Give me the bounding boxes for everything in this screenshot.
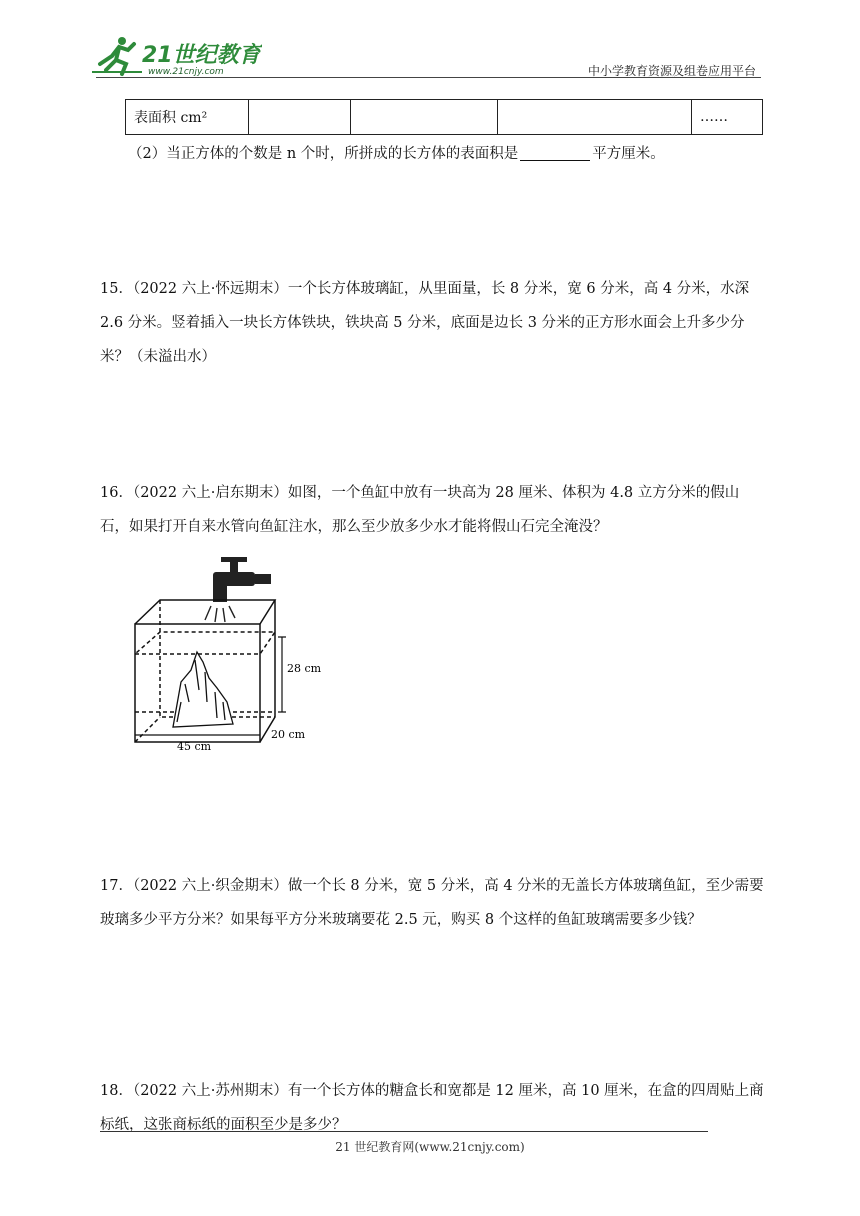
- table-row-label: 表面积 cm²: [126, 100, 249, 135]
- width-label: 20 cm: [271, 728, 306, 741]
- header-divider: [96, 77, 761, 78]
- question-14-part-2: [128, 138, 665, 170]
- footer-source: 21 世纪教育网(www.21cnjy.com): [335, 1140, 525, 1154]
- rockery-stone: [173, 652, 233, 727]
- question-17: 17．（2022 六上·织金期末）做一个长 8 分米，宽 5 分米，高 4 分米的无盖长方体玻璃鱼缸，至少需要玻璃多少平方分米？如果每平方分米玻璃要花 2.5 元，购买 8 个这样的鱼缸玻璃需要多少钱？: [100, 878, 764, 928]
- width-dimension: [271, 728, 306, 741]
- table-row: [126, 100, 763, 135]
- logo-text: 21世纪教育: [142, 43, 261, 68]
- table-cell: [351, 100, 498, 135]
- footer-divider: [100, 1131, 708, 1132]
- header-platform-text: 中小学教育资源及组卷应用平台: [587, 64, 756, 78]
- length-label: 45 cm: [177, 740, 212, 753]
- faucet-icon: [205, 557, 271, 622]
- question-16: 16．（2022 六上·启东期末）如图，一个鱼缸中放有一块高为 28 厘米、体积为 4.8 立方分米的假山石，如果打开自来水管向鱼缸注水，那么至少放多少水才能将假山石完全淹没？: [100, 485, 740, 535]
- question-18: 18．（2022 六上·苏州期末）有一个长方体的糖盒长和宽都是 12 厘米，高 10 厘米，在盒的四周贴上商标纸，这张商标纸的面积至少是多少？: [100, 1083, 764, 1133]
- logo-url: www.21cnjy.com: [148, 67, 224, 77]
- height-dimension: [278, 637, 322, 712]
- site-logo: [92, 34, 262, 78]
- table-cell-ellipsis: ……: [692, 100, 763, 135]
- question-text-unit: 平方厘米。: [592, 146, 665, 162]
- table-cell: [498, 100, 692, 135]
- question-15: 15．（2022 六上·怀远期末）一个长方体玻璃缸，从里面量，长 8 分米，宽 6 分米，高 4 分米，水深 2.6 分米。竖着插入一块长方体铁块，铁块高 5 分米，底面是边长 3 分米的正方形水面会上升多少分米？（未溢出水）: [100, 281, 750, 365]
- question-text: （2）当正方体的个数是 n 个时，所拼成的长方体的表面积是: [128, 146, 519, 162]
- surface-area-table: [125, 99, 763, 135]
- length-dimension: [135, 735, 260, 753]
- answer-blank[interactable]: [520, 144, 590, 161]
- aquarium-figure: [125, 552, 325, 757]
- height-label: 28 cm: [287, 662, 322, 675]
- runner-icon: [92, 37, 142, 74]
- table-cell: [249, 100, 351, 135]
